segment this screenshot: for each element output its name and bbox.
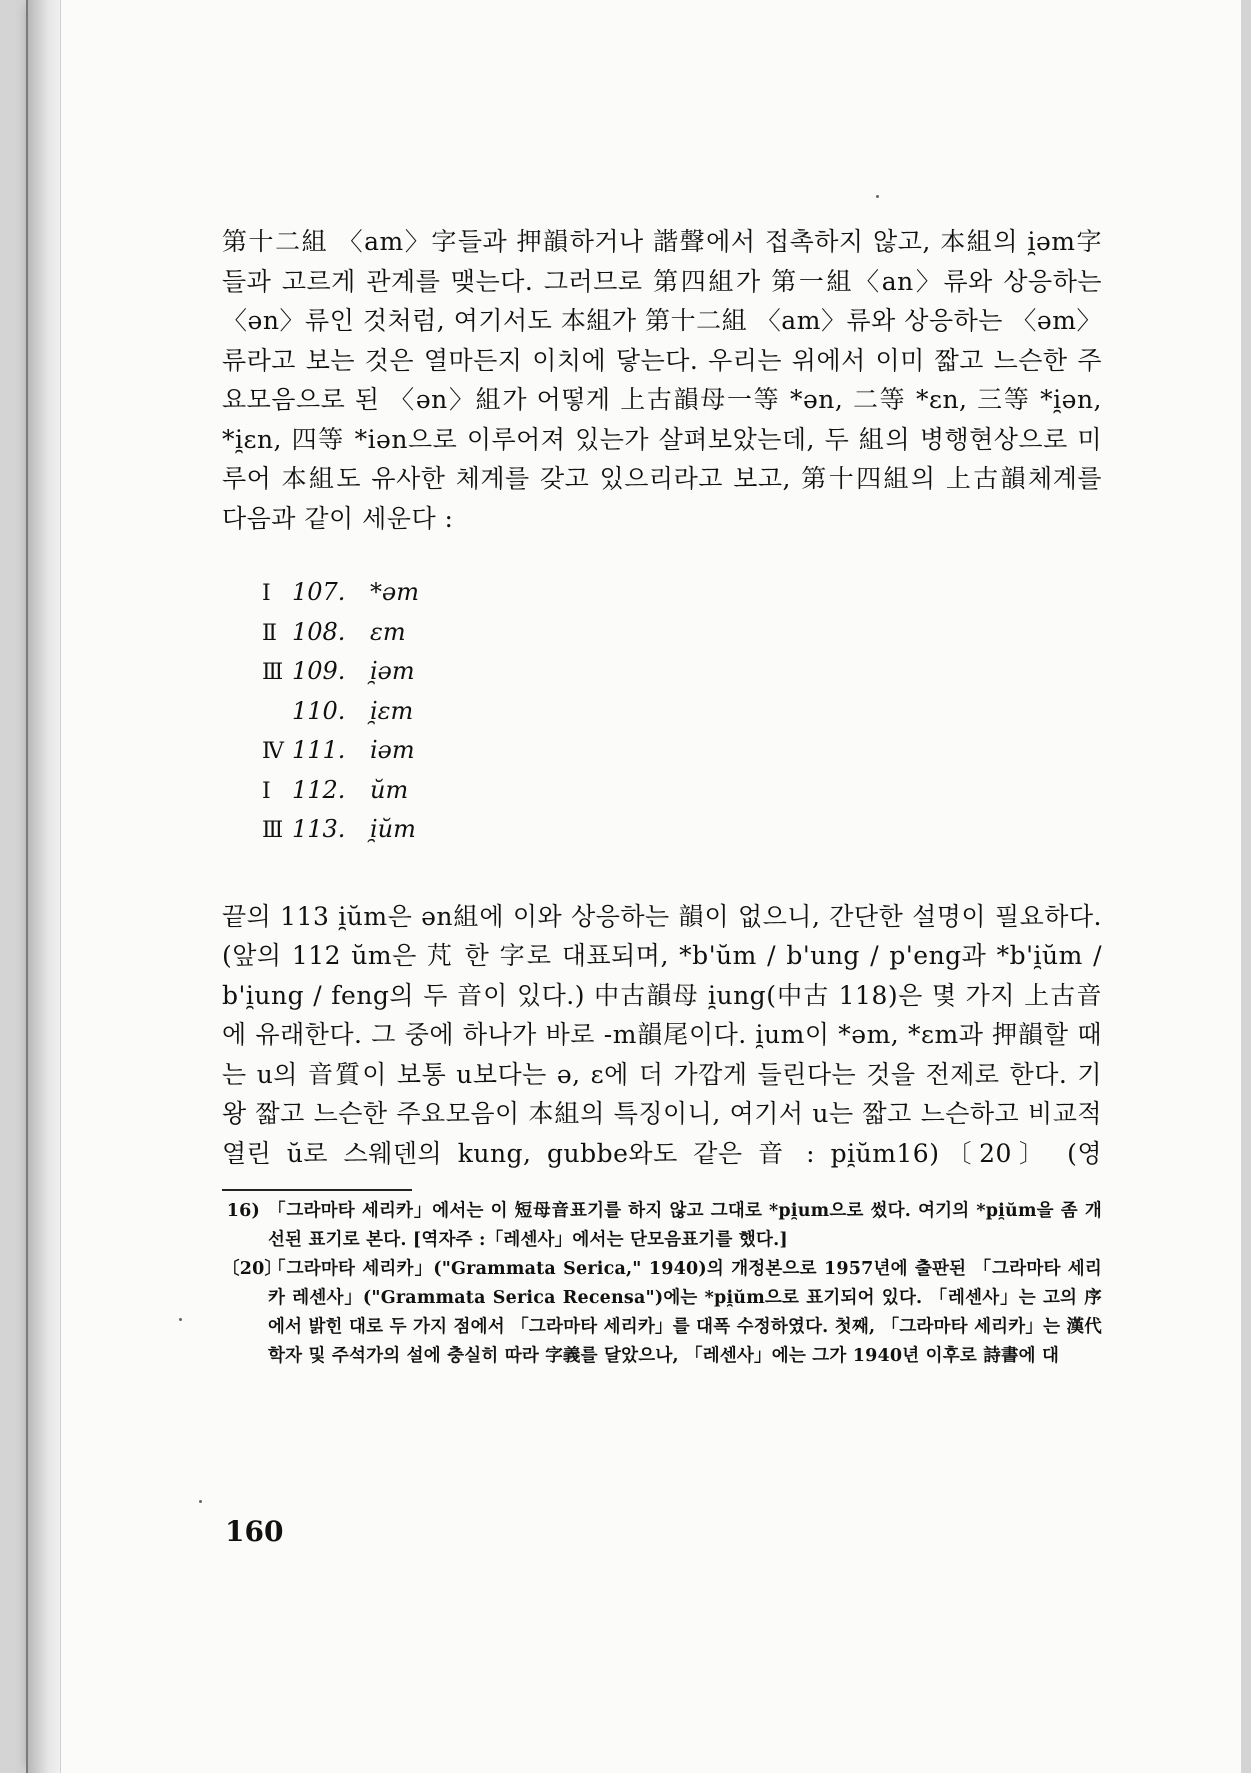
rhyme-number: 107. bbox=[292, 578, 346, 606]
footnote-label: 16) bbox=[226, 1201, 260, 1221]
speck bbox=[876, 195, 879, 198]
list-item bbox=[262, 776, 1102, 816]
rhyme-number: 109. bbox=[292, 657, 346, 685]
division-numeral: Ⅲ bbox=[262, 660, 284, 685]
reconstructed-form: ɛm bbox=[370, 617, 406, 646]
paragraph-1: 第十二組 〈am〉字들과 押韻하거나 諧聲에서 접촉하지 않고, 本組의 i̯əm字들과 고르게 관계를 맺는다. 그러므로 第四組가 第一組〈an〉류와 상응하는 〈ən〉류인 것처럼, 여기서도 本組가 第十二組 〈am〉류와 상응하는 〈əm〉류라고 보는 것은 열마든지 이치에 닿는다. 우리는 위에서 이미 짧고 느슨한 주요모음으로 된 〈ən〉組가 어떻게 上古韻母一等 *ən, 二等 *ɛn, 三等 *i̯ən, *i̯ɛn, 四等 *iən으로 이루어져 있는가 살펴보았는데, 두 組의 병행현상으로 미루어 本組도 유사한 체계를 갖고 있으리라고 보고, 第十四組의 上古韻체계를 다음과 같이 세운다 : bbox=[222, 227, 1102, 533]
rhyme-number: 110. bbox=[292, 696, 346, 725]
footnote bbox=[222, 1255, 1102, 1371]
division-numeral: Ⅰ bbox=[262, 581, 271, 606]
reconstructed-form: i̯ŭm bbox=[370, 815, 416, 843]
reconstructed-form: i̯ɛm bbox=[370, 696, 414, 725]
reconstructed-form: i̯əm bbox=[370, 657, 415, 685]
list-item bbox=[262, 697, 1102, 737]
footnote-text: 「그라마타 세리카」에서는 이 短母音표기를 하지 않고 그대로 *pi̯um으로 썼다. 여기의 *pi̯ŭm을 좀 개선된 표기로 본다. [역자주 :「레센사」에서는 단모음표기를 했다.] bbox=[268, 1201, 1102, 1250]
reconstructed-form: iəm bbox=[370, 736, 415, 764]
list-item bbox=[262, 657, 1102, 697]
speck bbox=[199, 1500, 202, 1503]
footnote bbox=[222, 1197, 1102, 1255]
page-content bbox=[222, 222, 1102, 1371]
division-numeral: Ⅲ bbox=[262, 818, 284, 843]
reconstruction-list bbox=[262, 578, 1102, 855]
list-item bbox=[262, 578, 1102, 618]
footnote-text: 「그라마타 세리카」("Grammata Serica," 1940)의 개정본으로 1957년에 출판된 「그라마타 세리카 레센사」("Grammata Serica Recensa")에는 *pi̯ŭm으로 표기되어 있다. 「레센사」는 고의 序에서 밝힌 대로 두 가지 점에서 「그라마타 세리카」를 대폭 수정하였다. 첫째, 「그라마타 세리카」는 漢代학자 및 주석가의 설에 충실히 따라 字義를 달았으나, 「레센사」에는 그가 1940년 이후로 詩書에 대 bbox=[268, 1259, 1102, 1366]
list-item bbox=[262, 815, 1102, 855]
paragraph-2: 끝의 113 i̯ŭm은 ən組에 이와 상응하는 韻이 없으니, 간단한 설명이 필요하다. (앞의 112 ŭm은 芃 한 字로 대표되며, *b'ŭm / b'ung / p'eng과 *b'i̯ŭm / b'i̯ung / feng의 두 音이 있다.) 中古韻母 i̯ung(中古 118)은 몇 가지 上古音에 유래한다. 그 중에 하나가 바로 -m韻尾이다. i̯um이 *əm, *ɛm과 押韻할 때는 u의 音質이 보통 u보다는 ə, ɛ에 더 가깝게 들린다는 것을 전제로 한다. 기왕 짧고 느슨한 주요모음이 本組의 특징이니, 여기서 u는 짧고 느슨하고 비교적 열린 ŭ로 스웨덴의 kung, gubbe와도 같은 音 : pi̯ŭm16)〔20〕 (영 bbox=[222, 901, 1102, 1168]
page-number: 160 bbox=[225, 1515, 284, 1548]
rhyme-number: 108. bbox=[292, 617, 346, 646]
reconstructed-form: *əm bbox=[370, 578, 419, 606]
page-edge bbox=[26, 0, 62, 1773]
division-numeral: Ⅱ bbox=[262, 620, 277, 646]
speck bbox=[179, 1318, 182, 1321]
division-numeral: Ⅳ bbox=[262, 739, 284, 764]
footnote-label: 〔20〕 bbox=[222, 1259, 283, 1279]
rhyme-number: 113. bbox=[292, 815, 346, 843]
list-item bbox=[262, 736, 1102, 776]
rhyme-number: 112. bbox=[292, 775, 346, 804]
reconstructed-form: ŭm bbox=[370, 775, 409, 804]
footnote-divider bbox=[222, 1189, 412, 1191]
list-item bbox=[262, 618, 1102, 658]
division-numeral: Ⅰ bbox=[262, 778, 271, 804]
rhyme-number: 111. bbox=[292, 736, 346, 764]
